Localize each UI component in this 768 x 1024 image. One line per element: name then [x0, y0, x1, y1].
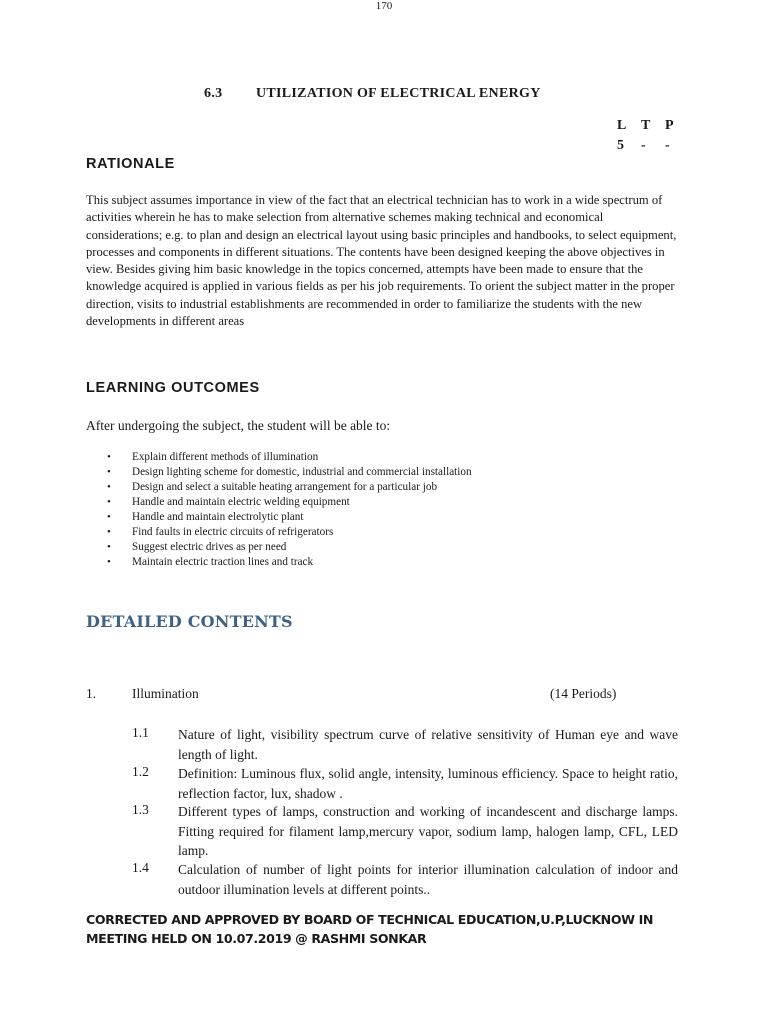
section-number: 1.	[86, 686, 97, 701]
ltp-header-p: P	[665, 118, 674, 133]
learning-outcomes-list	[86, 450, 472, 570]
ltp-value-t: -	[641, 138, 646, 153]
list-item: • Design and select a suitable heating arrangement for a particular job	[86, 480, 472, 495]
list-item: • Handle and maintain electric welding equipment	[86, 495, 472, 510]
ltp-header-t: T	[641, 118, 651, 133]
subsection-number: 1.4	[132, 860, 149, 875]
subsection-text: Calculation of number of light points for interior illumination calculation of indoor and outdoor illumination levels at different points..	[178, 862, 678, 897]
ltp-header-l: L	[617, 118, 627, 133]
ltp-header-row	[617, 118, 689, 138]
detailed-contents-heading: DETAILED CONTENTS	[86, 612, 293, 631]
learning-outcomes-intro: After undergoing the subject, the student will be able to:	[86, 418, 391, 433]
list-item: • Handle and maintain electrolytic plant	[86, 510, 472, 525]
subsection-number: 1.1	[132, 725, 149, 740]
list-item: • Explain different methods of illumination	[86, 450, 472, 465]
subject-title	[204, 86, 541, 102]
rationale-heading: RATIONALE	[86, 156, 175, 172]
list-item: • Design lighting scheme for domestic, industrial and commercial installation	[86, 465, 472, 480]
list-item: • Suggest electric drives as per need	[86, 540, 472, 555]
footer-approval-note	[86, 911, 653, 948]
list-item: • Find faults in electric circuits of refrigerators	[86, 525, 472, 540]
ltp-value-row	[617, 138, 689, 158]
subsection-text: Nature of light, visibility spectrum curve of relative sensitivity of Human eye and wave length of light.	[178, 727, 678, 762]
subject-title-text: UTILIZATION OF ELECTRICAL ENERGY	[256, 86, 541, 101]
subsection-number: 1.3	[132, 802, 149, 817]
footer-line-2: MEETING HELD ON 10.07.2019 @ RASHMI SONKAR	[86, 930, 427, 946]
page-number: 170	[375, 0, 393, 12]
ltp-value-l: 5	[617, 138, 624, 153]
list-item: • Maintain electric traction lines and track	[86, 555, 472, 570]
footer-line-1: CORRECTED AND APPROVED BY BOARD OF TECHNICAL EDUCATION,U.P,LUCKNOW IN	[86, 912, 654, 927]
subsection-text: Definition: Luminous flux, solid angle, intensity, luminous efficiency. Space to height ratio, reflection factor, lux, shadow .	[178, 766, 678, 801]
subsection-text: Different types of lamps, construction and working of incandescent and discharge lamps. Fitting required for filament lamp,mercury vapor, sodium lamp, halogen lamp, CFL, LED lamp.	[178, 804, 678, 858]
section-title: Illumination	[132, 686, 199, 701]
rationale-paragraph: This subject assumes importance in view of the fact that an electrical technician has to work in a wide spectrum of activities wherein he has to make selection from alternative schemes making technical and economical considerations; e.g. to plan and design an electrical layout using basic principles and handbooks, to select equipment, processes and components in different situations. The contents have been designed keeping the above objectives in view. Besides giving him basic knowledge in the topics concerned, attempts have been made to ensure that the knowledge acquired is applied in various fields as per his job requirements. To orient the subject matter in the proper direction, visits to industrial establishments are recommended in order to familiarize the students with the new developments in different areas	[86, 193, 677, 329]
ltp-value-p: -	[665, 138, 670, 153]
learning-outcomes-heading: LEARNING OUTCOMES	[86, 380, 260, 396]
subject-number: 6.3	[204, 86, 223, 101]
ltp-table	[617, 118, 689, 158]
section-periods: (14 Periods)	[550, 686, 617, 701]
subsection-number: 1.2	[132, 764, 149, 779]
